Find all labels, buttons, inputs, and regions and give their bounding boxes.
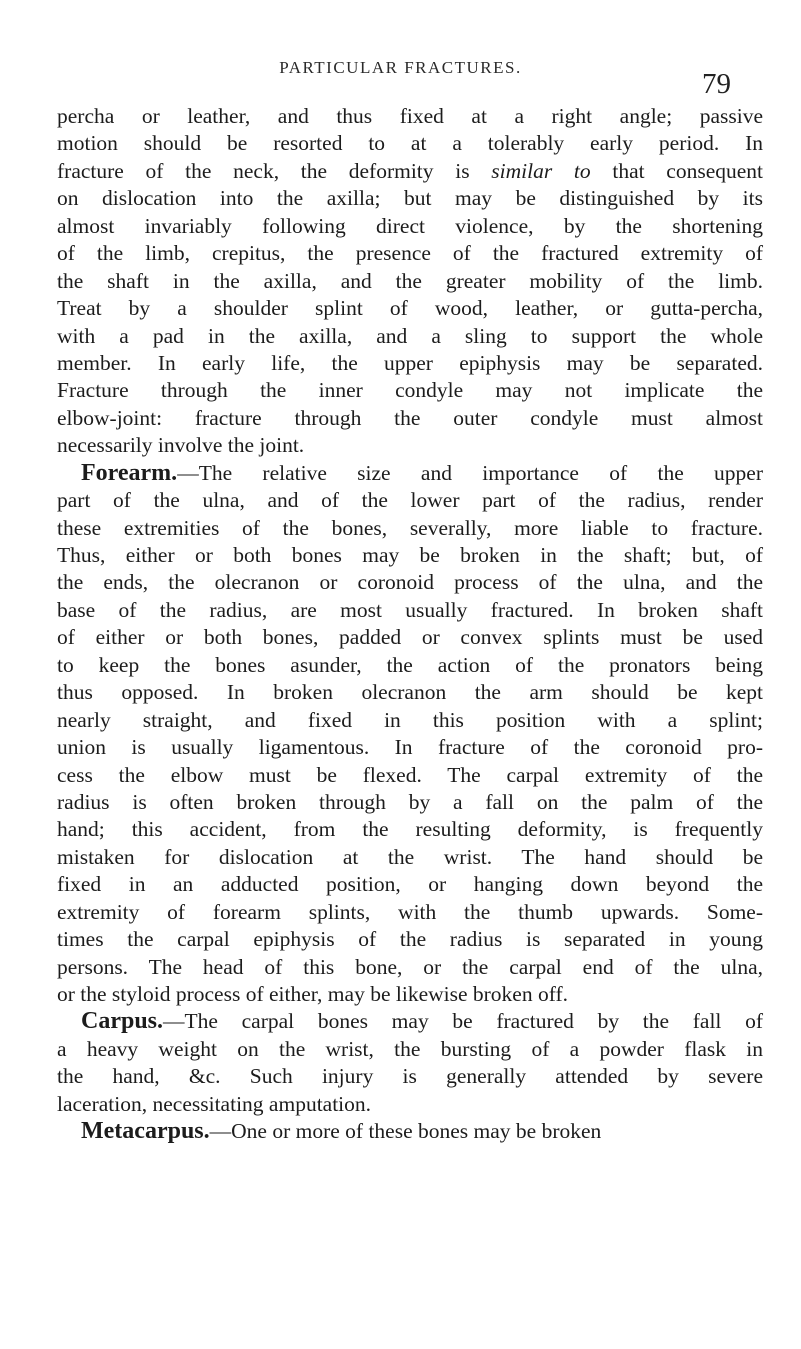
text-line bbox=[57, 323, 763, 350]
text-line bbox=[57, 679, 763, 706]
text-line bbox=[57, 1063, 763, 1090]
text-segment: union is usually ligamentous. In fracture of the coronoid pro- bbox=[57, 735, 763, 760]
text-segment: fracture of the neck, the deformity is bbox=[57, 158, 492, 183]
running-head: PARTICULAR FRACTURES. bbox=[279, 58, 522, 77]
text-line bbox=[57, 954, 763, 981]
text-segment: or the styloid process of either, may be likewise broken off. bbox=[57, 982, 569, 1006]
text-line bbox=[57, 899, 763, 926]
text-line bbox=[57, 295, 763, 322]
text-segment: of either or both bones, padded or convex splints must be used bbox=[57, 625, 763, 650]
text-line bbox=[57, 569, 763, 596]
text-line bbox=[57, 103, 763, 130]
text-segment: laceration, necessitating amputation. bbox=[57, 1091, 372, 1116]
text-line bbox=[57, 460, 763, 487]
text-segment: —The carpal bones may be fractured by the fall of bbox=[163, 1009, 763, 1034]
text-segment: base of the radius, are most usually fractured. In broken shaft bbox=[57, 597, 763, 622]
text-line bbox=[57, 213, 763, 240]
text-segment: part of the ulna, and of the lower part of the radius, render bbox=[57, 488, 763, 513]
text-segment: fixed in an adducted position, or hanging down beyond the bbox=[57, 872, 763, 897]
section-heading: Metacarpus. bbox=[81, 1118, 210, 1145]
text-segment: extremity of forearm splints, with the thumb upwards. Some- bbox=[57, 899, 763, 924]
text-segment: the ends, the olecranon or coronoid process of the ulna, and the bbox=[57, 570, 763, 595]
text-line bbox=[57, 405, 763, 432]
text-line bbox=[57, 734, 763, 761]
text-line bbox=[57, 1008, 763, 1035]
text-segment: necessarily involve the joint. bbox=[57, 433, 305, 458]
text-segment: the hand, &c. Such injury is generally attended by severe bbox=[57, 1064, 763, 1089]
text-line bbox=[57, 377, 763, 404]
text-segment: Fracture through the inner condyle may not implicate the bbox=[57, 378, 763, 403]
text-segment: Thus, either or both bones may be broken in the shaft; but, of bbox=[57, 543, 763, 567]
text-segment: a heavy weight on the wrist, the bursting of a powder flask in bbox=[57, 1036, 763, 1061]
text-line bbox=[57, 597, 763, 624]
text-segment: the shaft in the axilla, and the greater mobility of the limb. bbox=[57, 268, 763, 293]
text-line bbox=[57, 350, 763, 377]
text-segment: elbow-joint: fracture through the outer condyle must almost bbox=[57, 405, 763, 430]
text-segment: cess the elbow must be flexed. The carpal extremity of the bbox=[57, 762, 763, 787]
text-line bbox=[57, 268, 763, 295]
text-line bbox=[57, 1118, 763, 1145]
text-line bbox=[57, 652, 763, 679]
body-text bbox=[57, 103, 763, 1146]
text-segment: these extremities of the bones, severally, more liable to fracture. bbox=[57, 515, 763, 540]
text-segment: persons. The head of this bone, or the carpal end of the ulna, bbox=[57, 954, 763, 979]
text-segment: —The relative size and importance of the upper bbox=[177, 460, 763, 485]
text-segment: member. In early life, the upper epiphysis may be separated. bbox=[57, 350, 763, 375]
text-line bbox=[57, 1036, 763, 1063]
text-line bbox=[57, 432, 763, 459]
text-line bbox=[57, 158, 763, 185]
text-segment: mistaken for dislocation at the wrist. The hand should be bbox=[57, 844, 763, 869]
text-line bbox=[57, 130, 763, 157]
text-line bbox=[57, 1091, 763, 1118]
text-segment: with a pad in the axilla, and a sling to support the whole bbox=[57, 323, 763, 348]
text-segment: hand; this accident, from the resulting deformity, is frequently bbox=[57, 817, 763, 842]
text-segment: almost invariably following direct violence, by the shortening bbox=[57, 213, 763, 238]
text-segment: radius is often broken through by a fall on the palm of the bbox=[57, 789, 763, 814]
text-line bbox=[57, 515, 763, 542]
text-line bbox=[57, 844, 763, 871]
text-line bbox=[57, 871, 763, 898]
text-line bbox=[57, 762, 763, 789]
text-line bbox=[57, 185, 763, 212]
text-segment: of the limb, crepitus, the presence of the fractured extremity of bbox=[57, 241, 763, 266]
text-segment: percha or leather, and thus fixed at a right angle; passive bbox=[57, 104, 763, 128]
text-segment: —One or more of these bones may be broken bbox=[209, 1119, 602, 1144]
text-line bbox=[57, 542, 763, 569]
text-line bbox=[57, 240, 763, 267]
section-heading: Forearm. bbox=[81, 459, 178, 486]
text-segment: motion should be resorted to at a tolerably early period. In bbox=[57, 131, 763, 156]
text-segment: thus opposed. In broken olecranon the arm should be kept bbox=[57, 680, 763, 705]
text-segment: to keep the bones asunder, the action of the pronators being bbox=[57, 652, 763, 677]
text-segment: times the carpal epiphysis of the radius is separated in young bbox=[57, 927, 763, 952]
page-number: 79 bbox=[702, 68, 731, 100]
text-segment: that consequent bbox=[590, 158, 764, 183]
text-segment: on dislocation into the axilla; but may be distinguished by its bbox=[57, 186, 763, 211]
text-line bbox=[57, 487, 763, 514]
text-line bbox=[57, 707, 763, 734]
text-segment: Treat by a shoulder splint of wood, leather, or gutta-percha, bbox=[57, 296, 763, 321]
section-heading: Carpus. bbox=[81, 1008, 164, 1035]
italic-text: similar to bbox=[491, 158, 591, 183]
text-segment: nearly straight, and fixed in this position with a splint; bbox=[57, 707, 763, 732]
text-line bbox=[57, 624, 763, 651]
text-line bbox=[57, 981, 763, 1008]
text-line bbox=[57, 816, 763, 843]
text-line bbox=[57, 926, 763, 953]
text-line bbox=[57, 789, 763, 816]
